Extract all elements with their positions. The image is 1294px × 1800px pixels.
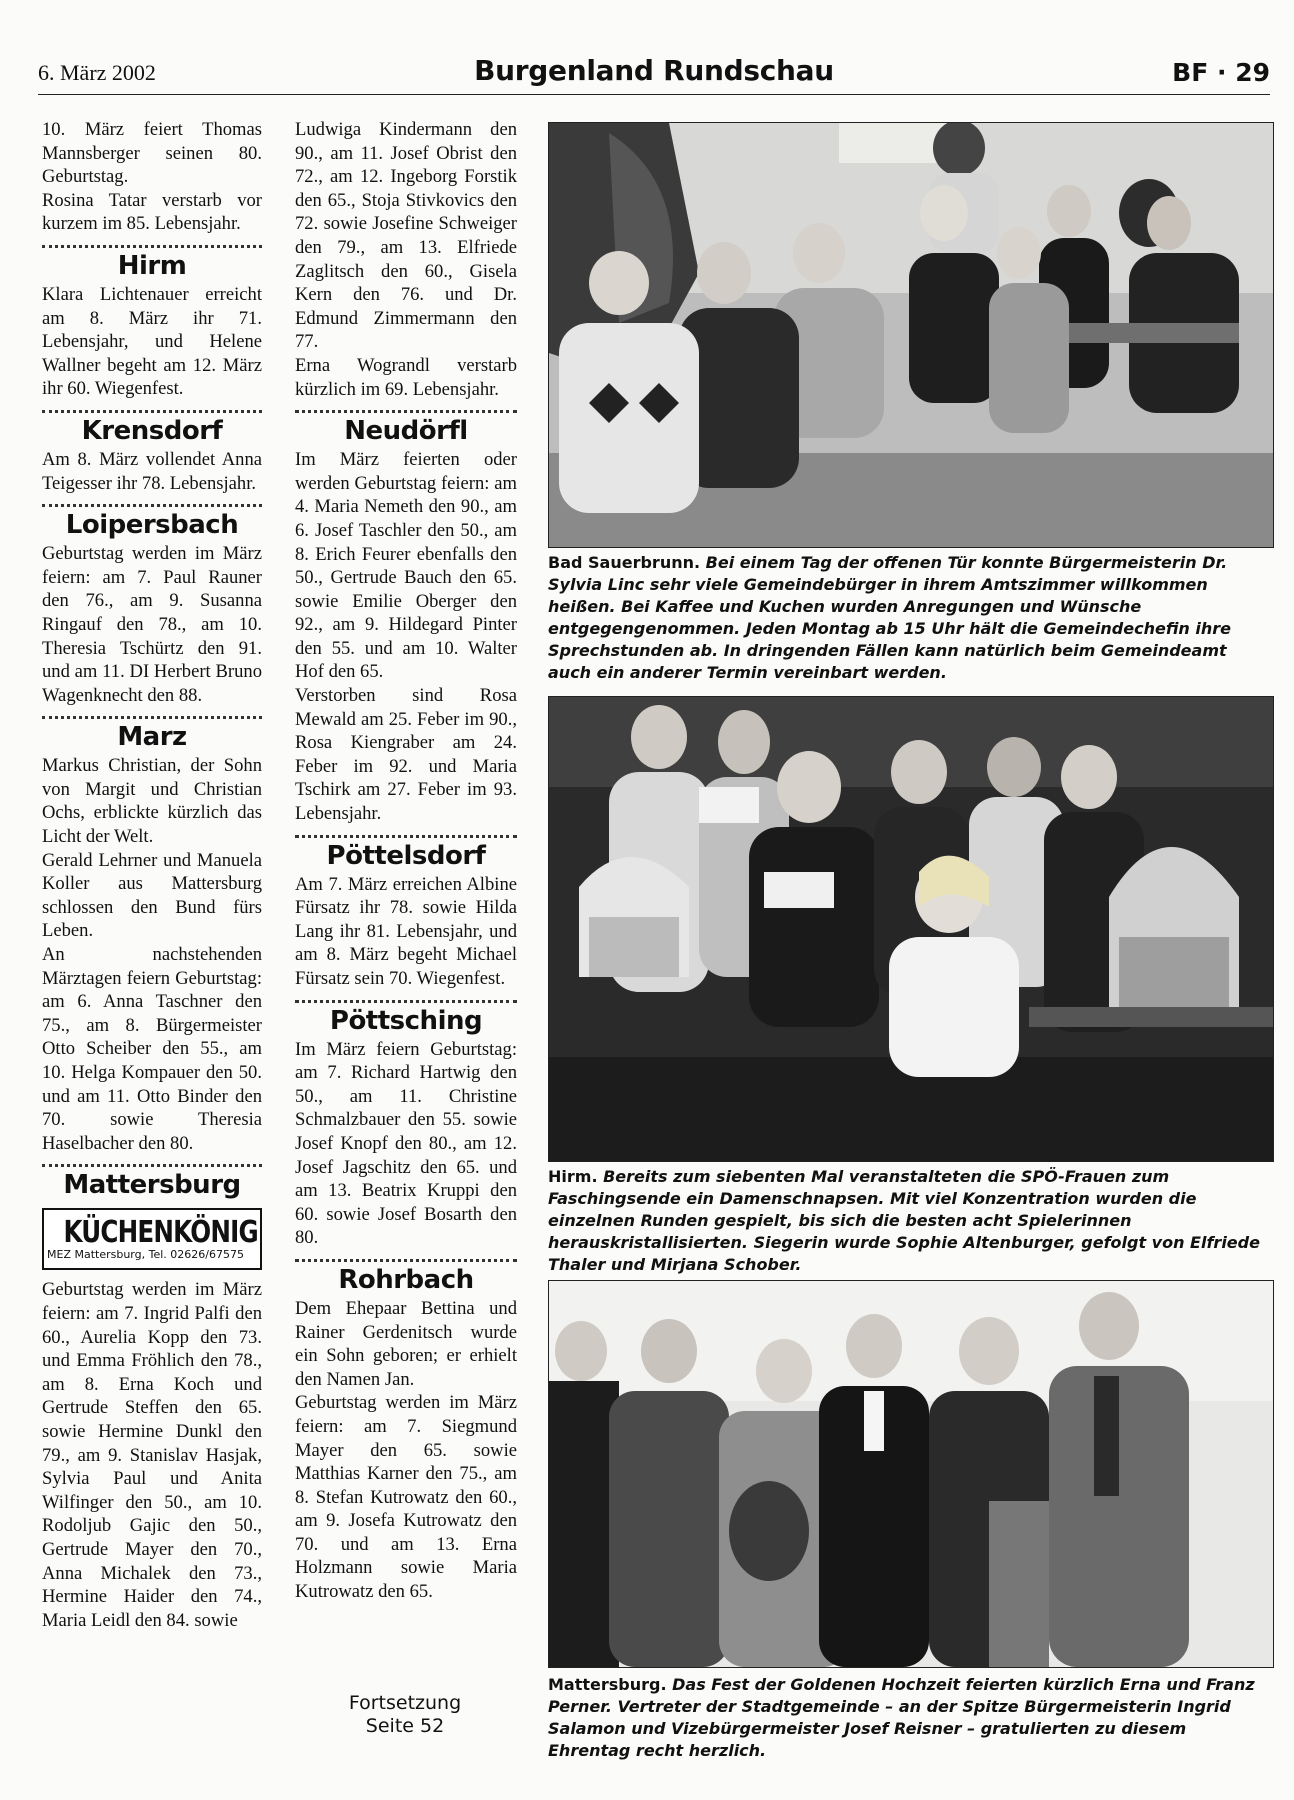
dotted-divider [42, 504, 262, 507]
section-heading-poettsching: Pöttsching [329, 1005, 483, 1036]
paragraph: Dem Ehepaar Bettina und Rainer Gerdenitsch wurde ein Sohn geboren; er erhielt den Namen Jan. [295, 1297, 517, 1390]
advertisement-box [42, 1208, 262, 1270]
paragraph: Klara Lichtenauer erreicht am 8. März ihr 71. Lebensjahr, und Helene Wallner begeht am 12. März ihr 60. Wiegenfest. [42, 283, 262, 400]
dotted-divider [42, 1164, 262, 1167]
section-heading-neudoerfl: Neudörfl [344, 416, 468, 447]
dotted-divider [42, 410, 262, 413]
photo-caption [548, 1674, 1272, 1762]
continued-page: Seite 52 [365, 1715, 445, 1737]
photo-golden-wedding-group [549, 1281, 1273, 1667]
dotted-divider [295, 1259, 517, 1262]
continued-label: Fortsetzung [348, 1692, 462, 1714]
section-heading-marz: Marz [117, 722, 187, 753]
photo-caption [548, 552, 1272, 684]
section-heading-krensdorf: Krensdorf [81, 415, 223, 446]
paragraph: Am 7. März erreichen Albine Fürsatz ihr 78. sowie Hilda Lang ihr 81. Lebensjahr, und am 8. März begeht Michael Fürsatz sein 70. Wiegenfest. [295, 873, 517, 989]
text-column-2 [295, 118, 517, 1604]
issue-date: 6. März 2002 [38, 60, 156, 85]
paragraph: Erna Wograndl verstarb kürzlich im 69. Lebensjahr. [295, 354, 517, 400]
section-heading-poettelsdorf: Pöttelsdorf [326, 840, 486, 871]
caption-place: Hirm. [548, 1167, 598, 1186]
paragraph: Im März feiern Geburtstag: am 7. Richard Hartwig den 50., am 11. Christine Schmalzbauer den 55. sowie Josef Knopf den 80., am 12. Josef Jagschitz den 65. und am 13. Beatrix Kruppi den 60. sowie Josef Bosarth den 80. [295, 1038, 517, 1249]
photo-group-seated-women [549, 123, 1273, 547]
caption-place: Mattersburg. [548, 1675, 667, 1694]
section-heading-hirm: Hirm [117, 250, 187, 281]
paragraph: Gerald Lehrner und Manuela Koller aus Mattersburg schlossen den Bund fürs Leben. [42, 849, 262, 942]
paragraph: Am 8. März vollendet Anna Teigesser ihr 78. Lebensjahr. [42, 448, 262, 494]
dotted-divider [295, 835, 517, 838]
dotted-divider [42, 245, 262, 248]
photo-caption [548, 1166, 1272, 1276]
paragraph: Geburtstag werden im März feiern: am 7. Siegmund Mayer den 65. sowie Matthias Karner den 75., am 8. Stefan Kutrowatz den 60., am 9. Josefa Kutrowatz den 70. und am 13. Erna Holzmann sowie Maria Kutrowatz den 65. [295, 1392, 517, 1603]
paragraph: Verstorben sind Rosa Mewald am 25. Feber im 90., Rosa Kiengraber am 24. Feber im 92. und Maria Tschirk am 27. Feber im 93. Lebensjahr. [295, 685, 517, 825]
paragraph: Ludwiga Kindermann den 90., am 11. Josef Obrist den 72., am 12. Ingeborg Forstik den 65., Stoja Stivkovics den 72. sowie Josefine Schweiger den 79., am 13. Elfriede Zaglitsch den 60., Gisela Kern den 76. und Dr. Edmund Zimmermann den 77. [295, 119, 517, 353]
caption-place: Bad Sauerbrunn. [548, 553, 701, 572]
dotted-divider [295, 1000, 517, 1003]
caption-text: Das Fest der Goldenen Hochzeit feierten kürzlich Erna und Franz Perner. Vertreter der Stadtgemeinde – an der Spitze Bürgermeisterin Ingrid Salamon und Vizebürgermeister Josef Reisner – gratulierten zu diesem Ehrentag recht herzlich. [548, 1675, 1255, 1760]
paragraph: 10. März feiert Thomas Mannsberger seinen 80. Geburtstag. [42, 119, 262, 188]
paragraph: Markus Christian, der Sohn von Margit und Christian Ochs, erblickte kürzlich das Licht der Welt. [42, 755, 262, 848]
section-heading-loipersbach: Loipersbach [65, 510, 239, 541]
caption-text: Bei einem Tag der offenen Tür konnte Bürgermeisterin Dr. Sylvia Linc sehr viele Gemeindebürger in ihrem Amtszimmer willkommen heißen. Bei Kaffee und Kuchen wurden Anregungen und Wünsche entgegengenommen. Jeden Montag ab 15 Uhr hält die Gemeindechefin ihre Sprechstunden ab. In dringenden Fällen kann natürlich beim Gemeindeamt auch ein anderer Termin vereinbart werden. [548, 553, 1231, 682]
dotted-divider [295, 410, 517, 413]
photo-mattersburg [548, 1280, 1274, 1668]
paragraph: Geburtstag werden im März feiern: am 7. Ingrid Palfi den 60., Aurelia Kopp den 73. und Emma Fröhlich den 78., am 8. Erna Koch und Gertrude Steffen den 65. sowie Hermine Dunkl den 79., am 9. Stanislav Hasjak, Sylvia Paul und Anita Wilfinger den 50., am 10. Rodoljub Gajic den 50., Gertrude Mayer den 70., Anna Michalek den 73., Hermine Haider den 74., Maria Leidl den 84. sowie [42, 1279, 262, 1631]
paragraph: Geburtstag werden im März feiern: am 7. Paul Rauner den 76., am 9. Susanna Ringauf den 78., am 10. Theresia Tschürtz den 91. und am 11. DI Herbert Bruno Wagenknecht den 88. [42, 543, 262, 706]
caption-text: Bereits zum siebenten Mal veranstalteten die SPÖ-Frauen zum Faschingsende ein Damenschnapsen. Mit viel Konzentration wurden die einzelnen Runden gespielt, bis sich die besten acht Spielerinnen herauskristallisierten. Siegerin wurde Sophie Altenburger, gefolgt von Elfriede Thaler und Mirjana Schober. [548, 1167, 1260, 1274]
photo-hirm [548, 696, 1274, 1162]
paragraph: Im März feierten oder werden Geburtstag feiern: am 4. Maria Nemeth den 90., am 6. Josef Taschler den 50., am 8. Erich Feurer ebenfalls den 50., Gertrude Bauch den 65. sowie Emilie Oberger den 92., am 9. Hildegard Pinter den 55. und am 10. Walter Hof den 65. [295, 449, 517, 683]
section-heading-mattersburg: Mattersburg [63, 1170, 241, 1201]
dotted-divider [42, 716, 262, 719]
text-column-1 [42, 118, 262, 1632]
paragraph: Rosina Tatar verstarb vor kurzem im 85. Lebensjahr. [42, 189, 262, 235]
photo-group-women-baskets [549, 697, 1273, 1161]
section-heading-rohrbach: Rohrbach [338, 1264, 474, 1295]
photo-bad-sauerbrunn [548, 122, 1274, 548]
newspaper-title: Burgenland Rundschau [474, 54, 834, 87]
ad-logo-text: KÜCHENKÖNIG [63, 1215, 258, 1251]
page-number: BF · 29 [1172, 58, 1270, 87]
paragraph: An nachstehenden Märztagen feiern Geburtstag: am 6. Anna Taschner den 75., am 8. Bürgermeister Otto Scheiber den 55., am 10. Helga Kompauer den 50. und am 11. Otto Binder den 70. sowie Theresia Haselbacher den 80. [42, 944, 262, 1154]
masthead [38, 54, 1270, 95]
continued-note [330, 1692, 480, 1738]
ad-contact: MEZ Mattersburg, Tel. 02626/67575 [47, 1247, 244, 1261]
